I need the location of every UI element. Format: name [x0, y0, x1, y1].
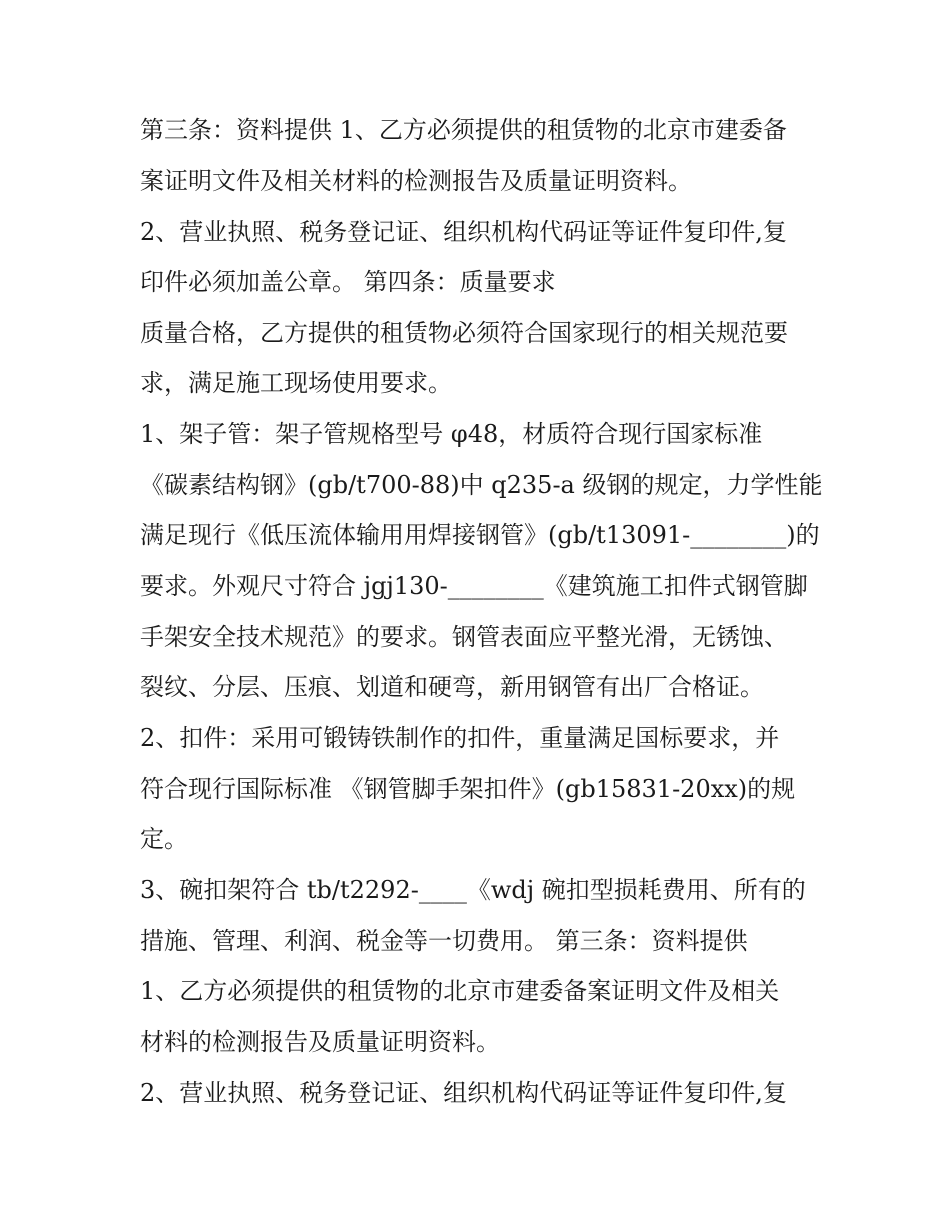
text-line: 印件必须加盖公章。 第四条：质量要求 [140, 268, 556, 296]
text-line: 手架安全技术规范》的要求。钢管表面应平整光滑，无锈蚀、 [140, 623, 788, 651]
text-line: 2、扣件：采用可锻铸铁制作的扣件，重量满足国标要求，并 [140, 724, 780, 752]
text-line: 要求。外观尺寸符合 jgj130-________《建筑施工扣件式钢管脚 [140, 572, 808, 600]
text-line: 质量合格，乙方提供的租赁物必须符合国家现行的相关规范要 [140, 319, 788, 347]
text-line: 措施、管理、利润、税金等一切费用。 第三条：资料提供 [140, 927, 748, 955]
text-line: 裂纹、分层、压痕、划道和硬弯，新用钢管有出厂合格证。 [140, 673, 764, 701]
text-line: 定。 [140, 825, 188, 853]
text-line: 求，满足施工现场使用要求。 [140, 369, 452, 397]
text-line: 《碳素结构钢》(gb/t700-88)中 q235-a 级钢的规定，力学性能 [140, 471, 823, 499]
text-line: 第三条：资料提供 1、乙方必须提供的租赁物的北京市建委备 [140, 116, 787, 144]
text-line: 2、营业执照、税务登记证、组织机构代码证等证件复印件,复 [140, 218, 787, 246]
text-line: 案证明文件及相关材料的检测报告及质量证明资料。 [140, 167, 692, 195]
text-line: 材料的检测报告及质量证明资料。 [140, 1028, 500, 1056]
text-line: 1、乙方必须提供的租赁物的北京市建委备案证明文件及相关 [140, 977, 780, 1005]
text-line: 1、架子管：架子管规格型号 φ48，材质符合现行国家标准 [140, 420, 763, 448]
text-line: 满足现行《低压流体输用用焊接钢管》(gb/t13091-________)的 [140, 521, 820, 549]
text-line: 2、营业执照、税务登记证、组织机构代码证等证件复印件,复 [140, 1079, 787, 1107]
text-line: 3、碗扣架符合 tb/t2292-____《wdj 碗扣型损耗费用、所有的 [140, 876, 806, 904]
text-line: 符合现行国际标准 《钢管脚手架扣件》(gb15831-20xx)的规 [140, 775, 796, 803]
